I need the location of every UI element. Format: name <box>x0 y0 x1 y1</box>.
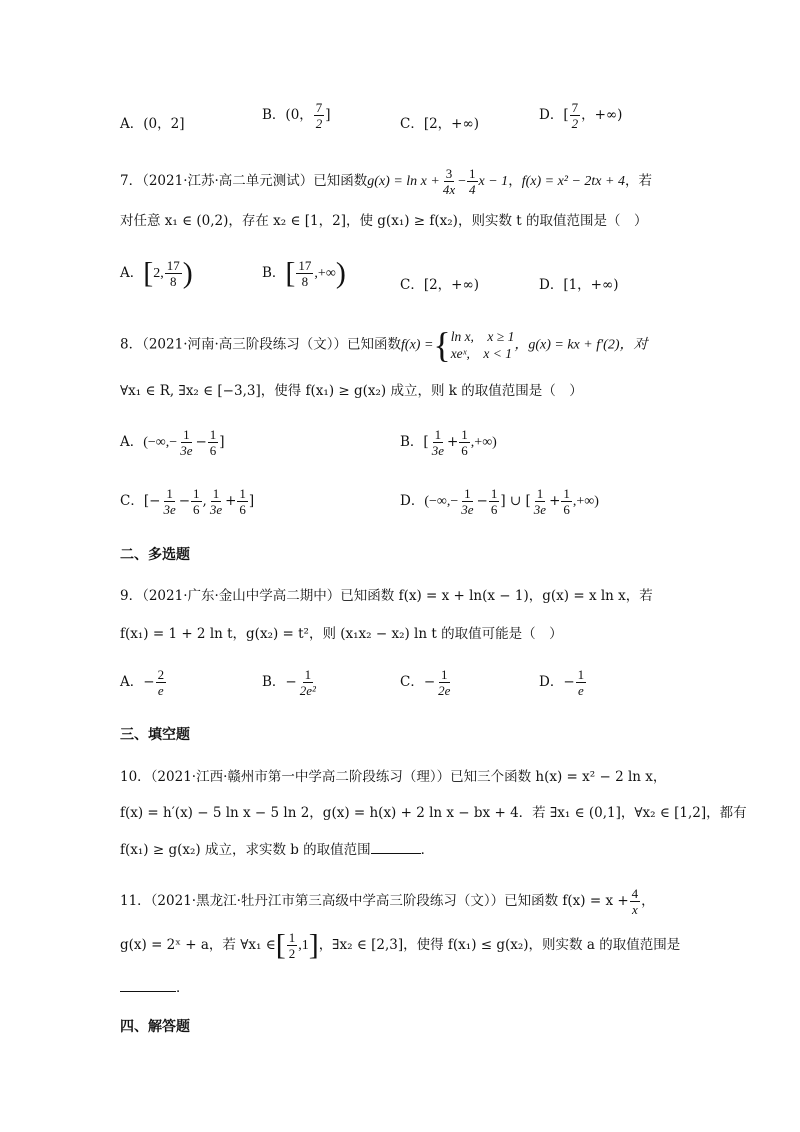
denominator: 3e <box>163 502 176 517</box>
q8-g-def: ，g(x) = kx + f′(2)，对 <box>514 337 648 353</box>
left-bracket: [ <box>143 256 154 290</box>
frac-2 <box>489 486 500 517</box>
q9-option-a[interactable] <box>120 667 167 698</box>
q7-f-def: f(x) = x² − 2tx + 4 <box>521 174 625 189</box>
q11-stem-line3 <box>120 976 190 996</box>
sign: − <box>143 674 155 690</box>
q6-option-d-post: ，+∞) <box>581 107 623 123</box>
denominator: 3e <box>180 443 193 458</box>
q7-prefix: 7．（2021·江苏·高二单元测试）已知函数 <box>120 173 368 189</box>
numerator: 7 <box>315 100 323 115</box>
denominator: 8 <box>170 274 177 289</box>
q6-option-b[interactable] <box>262 100 331 131</box>
numerator: 1 <box>469 166 476 181</box>
q8-option-b-post: ,+∞) <box>470 435 497 450</box>
q11-fraction-1 <box>630 886 641 917</box>
numerator: 1 <box>563 486 570 501</box>
numerator: 1 <box>536 486 544 501</box>
operator: − <box>195 434 207 450</box>
sign: − <box>285 674 297 690</box>
q8-option-a-post: ] <box>219 434 225 450</box>
q8-option-b[interactable] <box>400 427 497 458</box>
q6-option-c-text: C．[2，+∞) <box>400 116 480 132</box>
fraction <box>436 667 452 698</box>
fraction <box>298 667 318 698</box>
denominator: e <box>157 683 164 698</box>
denominator: 6 <box>209 443 217 458</box>
numerator: 17 <box>166 258 180 273</box>
q9-option-b[interactable] <box>262 667 319 698</box>
frac-1 <box>430 427 446 458</box>
denominator: 2e <box>438 683 451 698</box>
q7-end1: ，若 <box>624 173 652 189</box>
q7-stem-line2 <box>120 209 647 229</box>
q10-stem-line3 <box>120 838 434 858</box>
q11-answer-blank[interactable] <box>120 978 176 992</box>
q7-option-b-post: ,+∞ <box>314 266 336 281</box>
q11-line2-pre: g(x) = 2ˣ + a，若 ∀x₁ ∈ <box>120 937 276 953</box>
operator: + <box>225 493 237 509</box>
sign: − <box>423 674 436 690</box>
q7-minus: − <box>458 174 467 189</box>
q6-option-a-text: A．(0，2] <box>120 116 185 132</box>
left-bracket: [ <box>275 928 286 962</box>
q6-option-a[interactable] <box>120 112 184 132</box>
frac-1 <box>178 427 194 458</box>
q8-piecewise <box>451 328 515 362</box>
q6-option-d-fraction <box>570 100 581 131</box>
label: A． <box>120 674 144 690</box>
right-paren: ) <box>182 256 193 290</box>
section-heading-multi-choice: 二、多选题 <box>120 547 190 563</box>
denominator: 6 <box>461 443 468 458</box>
frac-2 <box>208 427 219 458</box>
denominator: 6 <box>193 502 200 517</box>
frac-4 <box>237 486 248 517</box>
denominator: 2e² <box>299 683 316 698</box>
q8-piece-1: ln x, x ≥ 1 <box>450 329 515 344</box>
q11-line2-post: ,1 <box>298 938 309 953</box>
operator: − <box>178 493 191 509</box>
numerator: 4 <box>631 886 639 901</box>
q10-line3-end: ． <box>420 842 435 858</box>
denominator: 4x <box>442 182 456 197</box>
numerator: 1 <box>304 667 312 682</box>
numerator: 1 <box>490 486 498 501</box>
q7-fraction-2 <box>467 166 478 197</box>
denominator: 6 <box>563 502 570 517</box>
denominator: 4 <box>469 182 476 197</box>
q11-line2-end: ，∃x₂ ∈ [2,3]，使得 f(x₁) ≤ g(x₂)，则实数 a 的取值范围是 <box>318 937 681 953</box>
numerator: 1 <box>464 486 471 501</box>
q8-line2-text: ∀x₁ ∈ R, ∃x₂ ∈ [−3,3]，使得 f(x₁) ≥ g(x₂) 成立，则 k 的取值范围是（ ） <box>120 383 583 399</box>
q7-option-a-fraction <box>165 258 182 289</box>
label: D． <box>539 674 564 690</box>
q8-option-b-pre: [ <box>423 434 429 450</box>
q7-stem-line1 <box>120 166 652 197</box>
q7-option-c-text: C．[2，+∞) <box>400 277 480 293</box>
denominator: 6 <box>490 502 498 517</box>
q7-option-b[interactable] <box>262 258 346 289</box>
numerator: 1 <box>577 667 585 682</box>
q7-line2-text: 对任意 x₁ ∈ (0,2)，存在 x₂ ∈ [1，2]，使 g(x₁) ≥ f(x₂)，则实数 t 的取值范围是（ ） <box>120 213 648 229</box>
section-heading-answer: 四、解答题 <box>120 1019 190 1035</box>
operator: + <box>446 434 459 450</box>
union: ] ∪ [ <box>500 493 531 509</box>
right-bracket: ] <box>308 928 319 962</box>
q11-line1-post: ， <box>641 893 655 909</box>
frac-2 <box>191 486 202 517</box>
q7-mid: ， <box>508 173 522 189</box>
numerator: 1 <box>239 486 246 501</box>
numerator: 2 <box>157 667 165 682</box>
denominator: e <box>578 683 584 698</box>
q11-fraction-2 <box>287 930 298 961</box>
q7-option-a-label: A． <box>120 265 144 281</box>
q11-stem-line2 <box>120 930 680 961</box>
q6-option-b-pre: (0， <box>285 107 313 123</box>
q7-option-b-label: B． <box>262 265 286 281</box>
q6-option-b-post: ] <box>325 107 331 123</box>
numerator: 1 <box>288 930 296 945</box>
q8-option-b-label: B． <box>400 434 424 450</box>
q8-option-a-label: A． <box>120 434 144 450</box>
denominator: 3e <box>431 443 444 458</box>
q6-option-d-pre: [ <box>563 107 569 123</box>
numerator: 1 <box>434 427 442 442</box>
denominator: 3e <box>461 502 474 517</box>
q7-option-b-fraction <box>296 258 313 289</box>
q7-option-d[interactable] <box>539 273 619 293</box>
q8-option-d[interactable] <box>400 486 599 517</box>
q7-fraction-1 <box>441 166 457 197</box>
q10-stem-line1 <box>120 765 666 785</box>
numerator: 1 <box>166 486 173 501</box>
q8-option-a-pre: (−∞,− <box>143 435 178 450</box>
q9-line1-text: 9．（2021·广东·金山中学高二期中）已知函数 f(x) = x + ln(x − 1)，g(x) = x ln x，若 <box>120 588 653 604</box>
denominator: 3e <box>533 502 547 517</box>
numerator: 1 <box>209 427 217 442</box>
frac-3 <box>208 486 224 517</box>
q7-option-c[interactable] <box>400 273 479 293</box>
label: B． <box>262 674 286 690</box>
numerator: 7 <box>571 100 579 115</box>
q10-stem-line2 <box>120 801 747 821</box>
q9-option-c[interactable] <box>400 667 453 698</box>
q8-option-c-pre: [− <box>143 493 161 509</box>
q6-option-b-label: B． <box>262 107 286 123</box>
q6-option-d-label: D． <box>539 107 564 123</box>
q10-answer-blank[interactable] <box>371 840 421 854</box>
q9-option-d[interactable] <box>539 667 587 698</box>
q7-option-d-text: D．[1，+∞) <box>539 277 619 293</box>
q6-option-d[interactable] <box>539 100 622 131</box>
q7-g-def-b: x − 1 <box>478 174 509 189</box>
q8-option-d-pre: (−∞,− <box>424 494 459 509</box>
q8-option-d-post: ,+∞) <box>572 494 599 509</box>
q8-option-d-label: D． <box>400 493 425 509</box>
frac-2 <box>459 427 470 458</box>
numerator: 1 <box>193 486 200 501</box>
q8-stem-line1 <box>120 325 648 365</box>
left-brace: { <box>433 325 451 365</box>
denominator: x <box>632 902 638 917</box>
denominator: 2 <box>315 116 323 131</box>
numerator: 1 <box>183 427 190 442</box>
denominator: 6 <box>239 502 246 517</box>
separator: , <box>202 493 207 509</box>
operator: + <box>549 493 561 509</box>
denominator: 3e <box>209 502 223 517</box>
q10-line3-text: f(x₁) ≥ g(x₂) 成立，求实数 b 的取值范围 <box>120 842 371 858</box>
q8-option-c[interactable] <box>120 486 254 517</box>
q11-stem-line1 <box>120 886 655 917</box>
q8-option-c-label: C． <box>120 493 144 509</box>
section-heading-fill-blank: 三、填空题 <box>120 727 190 743</box>
fraction <box>156 667 167 698</box>
q11-line3-end: ． <box>176 980 190 996</box>
denominator: 2 <box>288 946 296 961</box>
q8-prefix: 8．（2021·河南·高三阶段练习（文））已知函数 <box>120 336 402 353</box>
q8-option-a[interactable] <box>120 427 225 458</box>
left-bracket: [ <box>285 256 296 290</box>
q6-option-c[interactable] <box>400 112 479 132</box>
numerator: 1 <box>441 667 448 682</box>
numerator: 3 <box>445 166 453 181</box>
frac-4 <box>561 486 572 517</box>
q7-g-def-a: g(x) = ln x + <box>367 174 440 189</box>
numerator: 1 <box>212 486 220 501</box>
label: C． <box>400 674 424 690</box>
q9-stem-line1 <box>120 584 653 604</box>
sign: − <box>563 674 575 690</box>
numerator: 17 <box>298 258 312 273</box>
q9-stem-line2 <box>120 622 563 642</box>
denominator: 8 <box>301 274 309 289</box>
frac-1 <box>161 486 177 517</box>
q6-option-b-fraction <box>314 100 325 131</box>
right-paren: ) <box>335 256 346 290</box>
q7-option-a-pre: 2, <box>153 266 164 281</box>
q8-f-lhs: f(x) = <box>401 337 434 353</box>
numerator: 1 <box>461 427 468 442</box>
denominator: 2 <box>571 116 579 131</box>
operator: − <box>476 493 488 509</box>
frac-1 <box>459 486 475 517</box>
q8-stem-line2 <box>120 379 583 399</box>
frac-3 <box>532 486 548 517</box>
q7-option-a[interactable] <box>120 258 193 289</box>
q9-line2-text: f(x₁) = 1 + 2 ln t，g(x₂) = t²，则 (x₁x₂ − x₂) ln t 的取值可能是（ ） <box>120 626 563 642</box>
q8-option-c-post: ] <box>248 493 255 509</box>
q8-piece-2: xeˣ, x < 1 <box>450 346 512 361</box>
q10-line1-text: 10．（2021·江西·赣州市第一中学高二阶段练习（理））已知三个函数 h(x) = x² − 2 ln x， <box>120 769 667 785</box>
fraction <box>576 667 587 698</box>
q11-line1-text: 11．（2021·黑龙江·牡丹江市第三高级中学高三阶段练习（文））已知函数 f(x) = x + <box>120 893 629 909</box>
q10-line2-text: f(x) = h′(x) − 5 ln x − 5 ln 2，g(x) = h(x) + 2 ln x − bx + 4．若 ∃x₁ ∈ (0,1]，∀x₂ ∈ [1,2]，都有 <box>120 805 747 821</box>
